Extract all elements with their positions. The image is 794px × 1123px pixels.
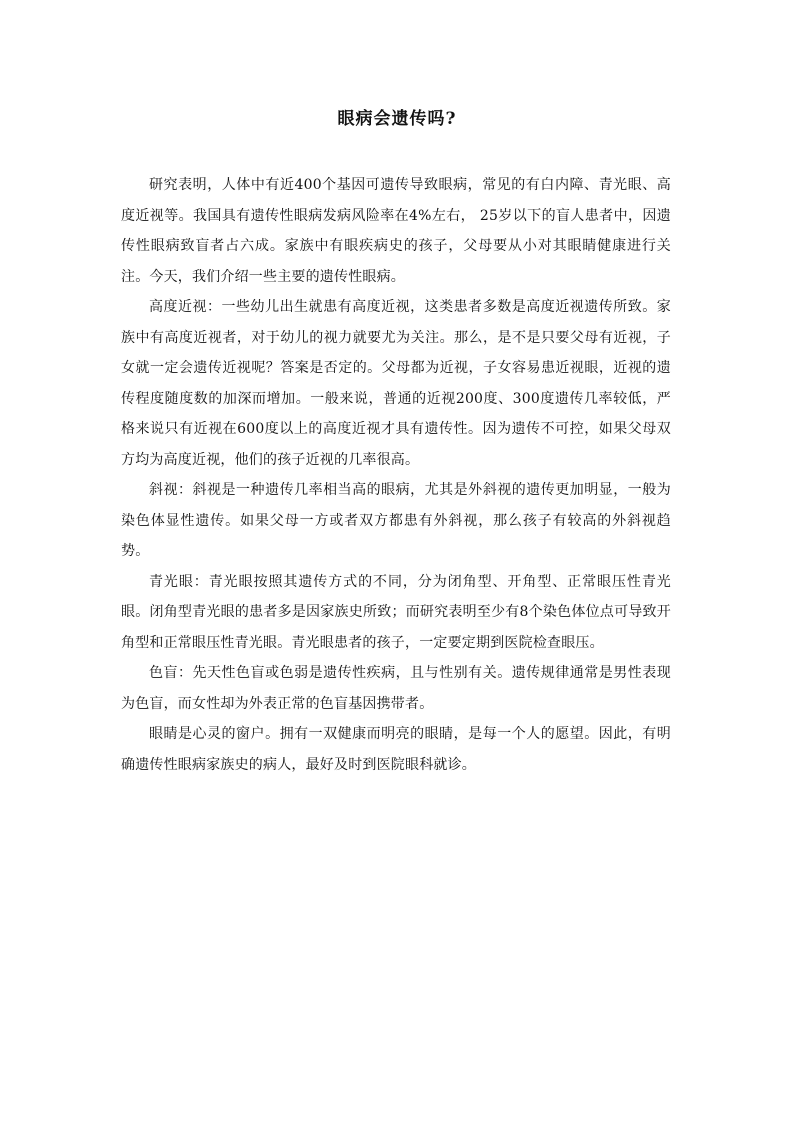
paragraph-high-myopia: 高度近视：一些幼儿出生就患有高度近视，这类患者多数是高度近视遗传所致。家族中有高度近视者，对于幼儿的视力就要尤为关注。那么，是不是只要父母有近视，子女就一定会遗传近视呢？答案是否定的。父母都为近视，子女容易患近视眼，近视的遗传程度随度数的加深而增加。一般来说，普通的近视200度、300度遗传几率较低，严格来说只有近视在600度以上的高度近视才具有遗传性。因为遗传不可控，如果父母双方均为高度近视，他们的孩子近视的几率很高。 [121,299,671,468]
paragraph-glaucoma: 青光眼：青光眼按照其遗传方式的不同，分为闭角型、开角型、正常眼压性青光眼。闭角型青光眼的患者多是因家族史所致；而研究表明至少有8个染色体位点可导致开角型和正常眼压性青光眼。青光眼患者的孩子，一定要定期到医院检查眼压。 [121,573,671,651]
paragraph-strabismus: 斜视：斜视是一种遗传几率相当高的眼病，尤其是外斜视的遗传更加明显，一般为染色体显性遗传。如果父母一方或者双方都患有外斜视，那么孩子有较高的外斜视趋势。 [121,482,671,559]
page-title: 眼病会遗传吗? [337,109,457,129]
article-body [121,170,671,780]
paragraph-intro: 研究表明，人体中有近400个基因可遗传导致眼病，常见的有白内障、青光眼、高度近视等。我国具有遗传性眼病发病风险率在4%左右， 25岁以下的盲人患者中，因遗传性眼病致盲者占六成。家族中有眼疾病史的孩子，父母要从小对其眼睛健康进行关注。今天，我们介绍一些主要的遗传性眼病。 [121,177,671,285]
paragraph-conclusion: 眼睛是心灵的窗户。拥有一双健康而明亮的眼睛，是每一个人的愿望。因此，有明确遗传性眼病家族史的病人，最好及时到医院眼科就诊。 [121,726,671,773]
paragraph-color-blindness: 色盲：先天性色盲或色弱是遗传性疾病，且与性别有关。遗传规律通常是男性表现为色盲，而女性却为外表正常的色盲基因携带者。 [121,665,671,712]
